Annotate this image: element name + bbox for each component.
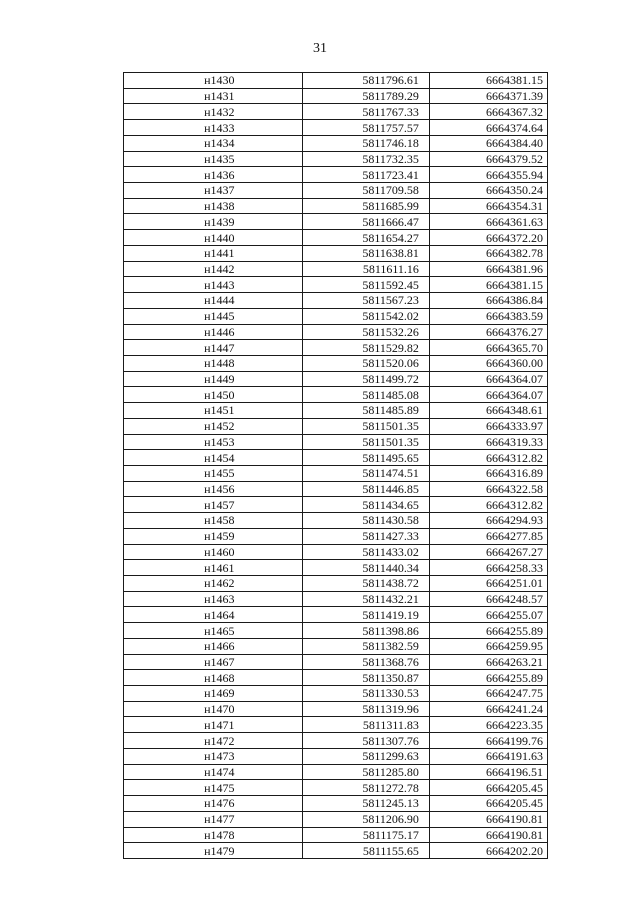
x-coordinate-cell: 5811350.87 (302, 670, 429, 686)
point-id-cell: н1456 (124, 481, 303, 497)
table-row (124, 167, 548, 183)
table-row (124, 230, 548, 246)
y-coordinate-cell: 6664205.45 (429, 780, 547, 796)
y-coordinate-cell: 6664361.63 (429, 214, 547, 230)
point-id-cell: н1469 (124, 686, 303, 702)
x-coordinate-cell: 5811434.65 (302, 497, 429, 513)
y-coordinate-cell: 6664379.52 (429, 151, 547, 167)
x-coordinate-cell: 5811542.02 (302, 308, 429, 324)
y-coordinate-cell: 6664255.89 (429, 670, 547, 686)
y-coordinate-cell: 6664374.64 (429, 120, 547, 136)
point-id-cell: н1446 (124, 324, 303, 340)
table-row (124, 104, 548, 120)
point-id-cell: н1450 (124, 387, 303, 403)
y-coordinate-cell: 6664381.15 (429, 73, 547, 89)
table-row (124, 717, 548, 733)
y-coordinate-cell: 6664316.89 (429, 465, 547, 481)
y-coordinate-cell: 6664199.76 (429, 733, 547, 749)
table-row (124, 670, 548, 686)
point-id-cell: н1441 (124, 245, 303, 261)
table-row (124, 293, 548, 309)
y-coordinate-cell: 6664263.21 (429, 654, 547, 670)
table-row (124, 591, 548, 607)
x-coordinate-cell: 5811433.02 (302, 544, 429, 560)
y-coordinate-cell: 6664354.31 (429, 198, 547, 214)
table-row (124, 183, 548, 199)
point-id-cell: н1461 (124, 560, 303, 576)
x-coordinate-cell: 5811430.58 (302, 513, 429, 529)
table-row (124, 654, 548, 670)
table-row (124, 623, 548, 639)
point-id-cell: н1462 (124, 576, 303, 592)
table-row (124, 513, 548, 529)
point-id-cell: н1459 (124, 528, 303, 544)
point-id-cell: н1473 (124, 748, 303, 764)
table-row (124, 73, 548, 89)
table-row (124, 403, 548, 419)
y-coordinate-cell: 6664382.78 (429, 245, 547, 261)
y-coordinate-cell: 6664367.32 (429, 104, 547, 120)
point-id-cell: н1476 (124, 796, 303, 812)
point-id-cell: н1431 (124, 88, 303, 104)
table-row (124, 811, 548, 827)
x-coordinate-cell: 5811398.86 (302, 623, 429, 639)
table-row (124, 340, 548, 356)
y-coordinate-cell: 6664383.59 (429, 308, 547, 324)
y-coordinate-cell: 6664322.58 (429, 481, 547, 497)
x-coordinate-cell: 5811446.85 (302, 481, 429, 497)
x-coordinate-cell: 5811501.35 (302, 418, 429, 434)
x-coordinate-cell: 5811666.47 (302, 214, 429, 230)
table-row (124, 576, 548, 592)
x-coordinate-cell: 5811432.21 (302, 591, 429, 607)
x-coordinate-cell: 5811485.08 (302, 387, 429, 403)
x-coordinate-cell: 5811767.33 (302, 104, 429, 120)
x-coordinate-cell: 5811520.06 (302, 355, 429, 371)
y-coordinate-cell: 6664190.81 (429, 827, 547, 843)
x-coordinate-cell: 5811285.80 (302, 764, 429, 780)
y-coordinate-cell: 6664312.82 (429, 497, 547, 513)
table-row (124, 355, 548, 371)
x-coordinate-cell: 5811272.78 (302, 780, 429, 796)
page-number: 31 (313, 41, 327, 56)
y-coordinate-cell: 6664247.75 (429, 686, 547, 702)
x-coordinate-cell: 5811474.51 (302, 465, 429, 481)
y-coordinate-cell: 6664294.93 (429, 513, 547, 529)
point-id-cell: н1432 (124, 104, 303, 120)
y-coordinate-cell: 6664372.20 (429, 230, 547, 246)
table-row (124, 780, 548, 796)
y-coordinate-cell: 6664350.24 (429, 183, 547, 199)
table-row (124, 686, 548, 702)
table-row (124, 796, 548, 812)
table-row (124, 544, 548, 560)
x-coordinate-cell: 5811440.34 (302, 560, 429, 576)
table-row (124, 371, 548, 387)
table-row (124, 324, 548, 340)
point-id-cell: н1436 (124, 167, 303, 183)
x-coordinate-cell: 5811382.59 (302, 638, 429, 654)
y-coordinate-cell: 6664364.07 (429, 371, 547, 387)
y-coordinate-cell: 6664255.07 (429, 607, 547, 623)
table-row (124, 387, 548, 403)
y-coordinate-cell: 6664205.45 (429, 796, 547, 812)
point-id-cell: н1464 (124, 607, 303, 623)
point-id-cell: н1475 (124, 780, 303, 796)
y-coordinate-cell: 6664371.39 (429, 88, 547, 104)
y-coordinate-cell: 6664277.85 (429, 528, 547, 544)
x-coordinate-cell: 5811499.72 (302, 371, 429, 387)
point-id-cell: н1470 (124, 701, 303, 717)
x-coordinate-cell: 5811311.83 (302, 717, 429, 733)
y-coordinate-cell: 6664348.61 (429, 403, 547, 419)
x-coordinate-cell: 5811307.76 (302, 733, 429, 749)
x-coordinate-cell: 5811419.19 (302, 607, 429, 623)
point-id-cell: н1471 (124, 717, 303, 733)
point-id-cell: н1453 (124, 434, 303, 450)
table-row (124, 701, 548, 717)
y-coordinate-cell: 6664386.84 (429, 293, 547, 309)
x-coordinate-cell: 5811685.99 (302, 198, 429, 214)
x-coordinate-cell: 5811501.35 (302, 434, 429, 450)
table-row (124, 528, 548, 544)
y-coordinate-cell: 6664360.00 (429, 355, 547, 371)
table-row (124, 198, 548, 214)
y-coordinate-cell: 6664258.33 (429, 560, 547, 576)
coordinates-table (123, 72, 548, 859)
y-coordinate-cell: 6664381.96 (429, 261, 547, 277)
point-id-cell: н1477 (124, 811, 303, 827)
x-coordinate-cell: 5811757.57 (302, 120, 429, 136)
point-id-cell: н1448 (124, 355, 303, 371)
y-coordinate-cell: 6664319.33 (429, 434, 547, 450)
table-row (124, 607, 548, 623)
x-coordinate-cell: 5811654.27 (302, 230, 429, 246)
x-coordinate-cell: 5811206.90 (302, 811, 429, 827)
x-coordinate-cell: 5811427.33 (302, 528, 429, 544)
y-coordinate-cell: 6664384.40 (429, 135, 547, 151)
point-id-cell: н1445 (124, 308, 303, 324)
table-row (124, 308, 548, 324)
point-id-cell: н1454 (124, 450, 303, 466)
point-id-cell: н1433 (124, 120, 303, 136)
x-coordinate-cell: 5811330.53 (302, 686, 429, 702)
table-row (124, 827, 548, 843)
x-coordinate-cell: 5811438.72 (302, 576, 429, 592)
table-row (124, 764, 548, 780)
y-coordinate-cell: 6664333.97 (429, 418, 547, 434)
table-row (124, 88, 548, 104)
y-coordinate-cell: 6664365.70 (429, 340, 547, 356)
y-coordinate-cell: 6664381.15 (429, 277, 547, 293)
x-coordinate-cell: 5811638.81 (302, 245, 429, 261)
point-id-cell: н1455 (124, 465, 303, 481)
table-row (124, 638, 548, 654)
table-row (124, 560, 548, 576)
point-id-cell: н1478 (124, 827, 303, 843)
x-coordinate-cell: 5811746.18 (302, 135, 429, 151)
point-id-cell: н1447 (124, 340, 303, 356)
y-coordinate-cell: 6664196.51 (429, 764, 547, 780)
x-coordinate-cell: 5811532.26 (302, 324, 429, 340)
x-coordinate-cell: 5811732.35 (302, 151, 429, 167)
x-coordinate-cell: 5811709.58 (302, 183, 429, 199)
x-coordinate-cell: 5811592.45 (302, 277, 429, 293)
table-row (124, 450, 548, 466)
x-coordinate-cell: 5811175.17 (302, 827, 429, 843)
point-id-cell: н1460 (124, 544, 303, 560)
y-coordinate-cell: 6664259.95 (429, 638, 547, 654)
table-row (124, 261, 548, 277)
point-id-cell: н1440 (124, 230, 303, 246)
table-row (124, 151, 548, 167)
y-coordinate-cell: 6664223.35 (429, 717, 547, 733)
point-id-cell: н1443 (124, 277, 303, 293)
y-coordinate-cell: 6664355.94 (429, 167, 547, 183)
point-id-cell: н1457 (124, 497, 303, 513)
point-id-cell: н1449 (124, 371, 303, 387)
x-coordinate-cell: 5811245.13 (302, 796, 429, 812)
point-id-cell: н1430 (124, 73, 303, 89)
table-row (124, 277, 548, 293)
point-id-cell: н1438 (124, 198, 303, 214)
table-row (124, 120, 548, 136)
table-row (124, 135, 548, 151)
point-id-cell: н1444 (124, 293, 303, 309)
point-id-cell: н1458 (124, 513, 303, 529)
x-coordinate-cell: 5811567.23 (302, 293, 429, 309)
x-coordinate-cell: 5811611.16 (302, 261, 429, 277)
x-coordinate-cell: 5811789.29 (302, 88, 429, 104)
point-id-cell: н1468 (124, 670, 303, 686)
table-row (124, 481, 548, 497)
x-coordinate-cell: 5811299.63 (302, 748, 429, 764)
table-row (124, 245, 548, 261)
point-id-cell: н1466 (124, 638, 303, 654)
table-row (124, 214, 548, 230)
point-id-cell: н1435 (124, 151, 303, 167)
point-id-cell: н1439 (124, 214, 303, 230)
table-row (124, 434, 548, 450)
x-coordinate-cell: 5811723.41 (302, 167, 429, 183)
x-coordinate-cell: 5811485.89 (302, 403, 429, 419)
y-coordinate-cell: 6664191.63 (429, 748, 547, 764)
point-id-cell: н1452 (124, 418, 303, 434)
x-coordinate-cell: 5811319.96 (302, 701, 429, 717)
table-row (124, 733, 548, 749)
point-id-cell: н1465 (124, 623, 303, 639)
table-row (124, 465, 548, 481)
table-row (124, 843, 548, 859)
point-id-cell: н1479 (124, 843, 303, 859)
table-row (124, 418, 548, 434)
point-id-cell: н1451 (124, 403, 303, 419)
y-coordinate-cell: 6664255.89 (429, 623, 547, 639)
point-id-cell: н1437 (124, 183, 303, 199)
coordinates-table-body (124, 73, 548, 859)
y-coordinate-cell: 6664248.57 (429, 591, 547, 607)
y-coordinate-cell: 6664190.81 (429, 811, 547, 827)
y-coordinate-cell: 6664312.82 (429, 450, 547, 466)
table-row (124, 748, 548, 764)
y-coordinate-cell: 6664376.27 (429, 324, 547, 340)
y-coordinate-cell: 6664202.20 (429, 843, 547, 859)
y-coordinate-cell: 6664267.27 (429, 544, 547, 560)
x-coordinate-cell: 5811368.76 (302, 654, 429, 670)
y-coordinate-cell: 6664364.07 (429, 387, 547, 403)
x-coordinate-cell: 5811529.82 (302, 340, 429, 356)
point-id-cell: н1463 (124, 591, 303, 607)
y-coordinate-cell: 6664251.01 (429, 576, 547, 592)
point-id-cell: н1442 (124, 261, 303, 277)
x-coordinate-cell: 5811495.65 (302, 450, 429, 466)
point-id-cell: н1474 (124, 764, 303, 780)
point-id-cell: н1467 (124, 654, 303, 670)
table-row (124, 497, 548, 513)
y-coordinate-cell: 6664241.24 (429, 701, 547, 717)
point-id-cell: н1434 (124, 135, 303, 151)
point-id-cell: н1472 (124, 733, 303, 749)
x-coordinate-cell: 5811155.65 (302, 843, 429, 859)
x-coordinate-cell: 5811796.61 (302, 73, 429, 89)
